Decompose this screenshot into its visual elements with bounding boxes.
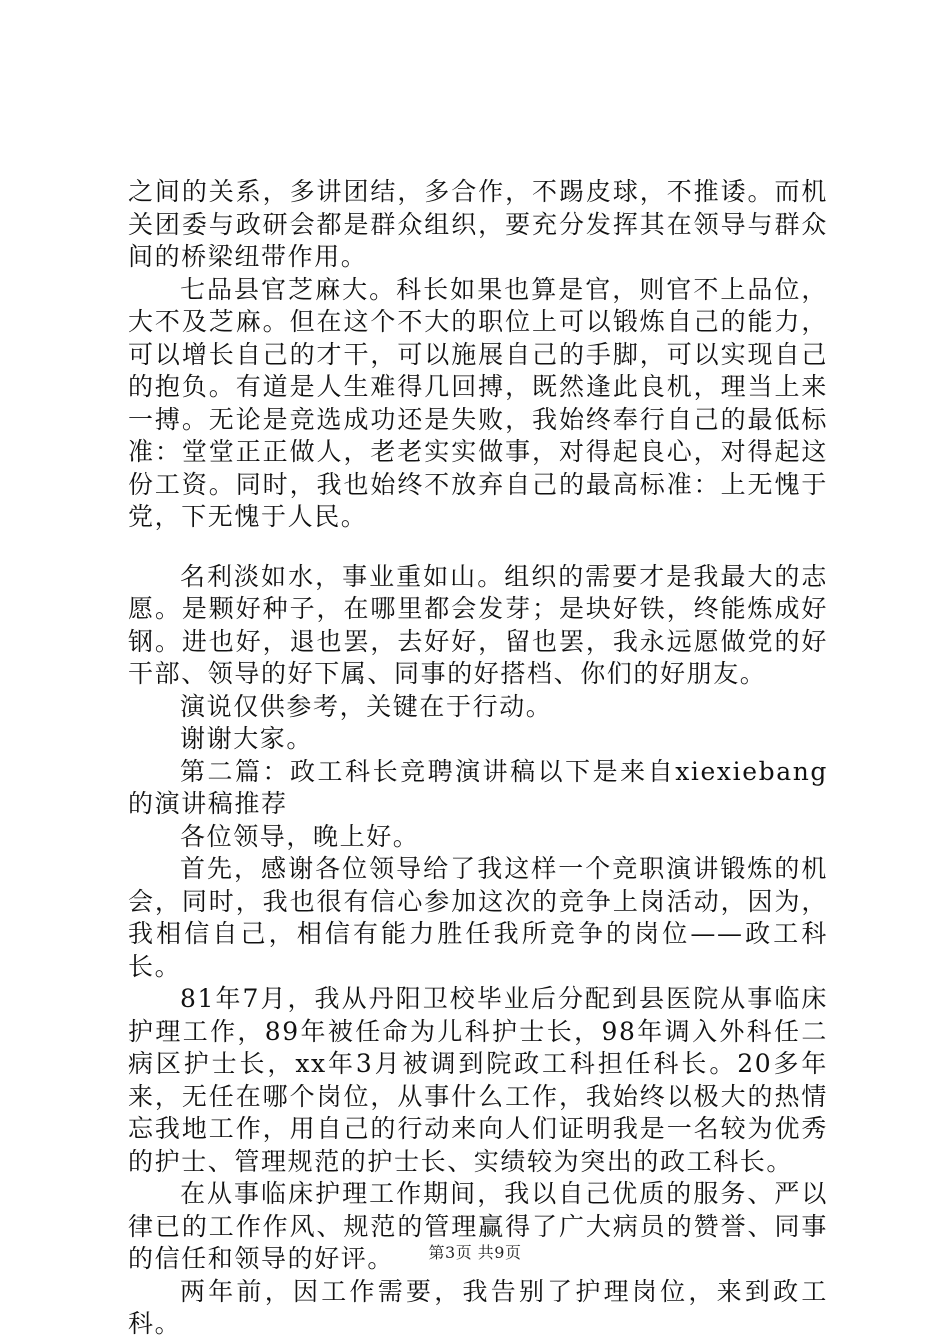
page-footer: 第3页 共9页 [428, 1243, 522, 1262]
paragraph-clinical-work: 在从事临床护理工作期间，我以自己优质的服务、严以律已的工作作风、规范的管理赢得了广大病员的赞誉、同事的信任和领导的好评。 [128, 1179, 828, 1273]
section-heading-part-two: 第二篇：政工科长竞聘演讲稿以下是来自xiexiebang的演讲稿推荐 [128, 756, 828, 818]
paragraph-thanks: 谢谢大家。 [180, 724, 314, 753]
paragraph-fame-and-career: 名利淡如水，事业重如山。组织的需要才是我最大的志愿。是颗好种子，在哪里都会发芽；是块好铁，终能炼成好钢。进也好，退也罢，去好好，留也罢，我永远愿做党的好干部、领导的好下属、同事的好搭档、你们的好朋友。 [128, 561, 828, 688]
paragraph-continuation: 之间的关系，多讲团结，多合作，不踢皮球，不推诿。而机关团委与政研会都是群众组织，要充分发挥其在领导与群众间的桥梁纽带作用。 [128, 177, 828, 271]
paragraph-opening: 首先，感谢各位领导给了我这样一个竞职演讲锻炼的机会，同时，我也很有信心参加这次的竞争上岗活动，因为，我相信自己，相信有能力胜任我所竞争的岗位——政工科长。 [128, 854, 828, 981]
paragraph-two-years-ago: 两年前，因工作需要，我告别了护理岗位，来到政工科。 [128, 1276, 828, 1338]
paragraph-greeting: 各位领导，晚上好。 [180, 821, 420, 851]
paragraph-official-rank: 七品县官芝麻大。科长如果也算是官，则官不上品位，大不及芝麻。但在这个不大的职位上可以锻炼自己的能力，可以增长自己的才干，可以施展自己的手脚，可以实现自己的抱负。有道是人生难得几回搏，既然逢此良机，理当上来一搏。无论是竞选成功还是失败，我始终奉行自己的最低标准：堂堂正正做人，老老实实做事，对得起良心，对得起这份工资。同时，我也始终不放弃自己的最高标准：上无愧于党，下无愧于人民。 [128, 274, 828, 531]
paragraph-career-history: 81年7月，我从丹阳卫校毕业后分配到县医院从事临床护理工作，89年被任命为儿科护士长，98年调入外科任二病区护士长，xx年3月被调到院政工科担任科长。20多年来，无任在哪个岗位，从事什么工作，我始终以极大的热情忘我地工作，用自己的行动来向人们证明我是一名较为优秀的护士、管理规范的护士长、实绩较为突出的政工科长。 [128, 984, 828, 1176]
document-body [128, 176, 828, 1341]
paragraph-speech-note: 演说仅供参考，关键在于行动。 [180, 691, 553, 721]
